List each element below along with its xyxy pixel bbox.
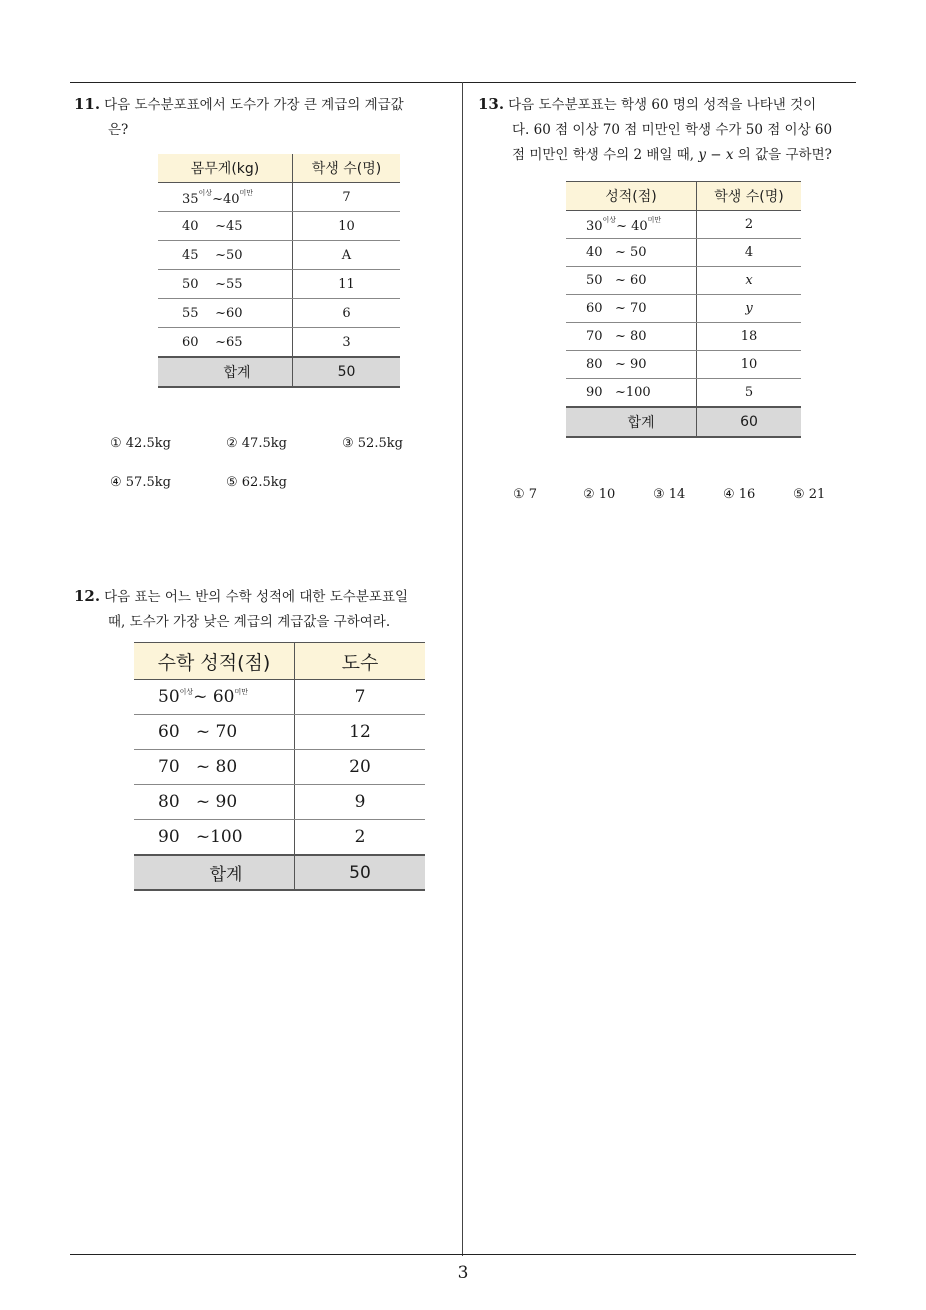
class-interval: 45 ~50 [158, 241, 293, 270]
question-text-line: 다. 60 점 이상 70 점 미만인 학생 수가 50 점 이상 60 [512, 122, 833, 138]
table-row [134, 680, 425, 715]
table-row [158, 212, 400, 241]
total-value: 60 [697, 407, 802, 437]
table-row [134, 715, 425, 750]
choice-5[interactable]: ⑤ 62.5kg [226, 475, 287, 490]
column-divider [462, 82, 463, 1256]
class-interval: 55 ~60 [158, 299, 293, 328]
frequency-cell: 7 [295, 680, 426, 715]
table-row [566, 351, 801, 379]
question-number: 11. [74, 95, 101, 113]
class-interval: 40 ~45 [158, 212, 293, 241]
table-header: 학생 수(명) [293, 154, 401, 183]
question-text-line: 다음 표는 어느 반의 수학 성적에 대한 도수분포표일 [104, 589, 409, 605]
question-13 [478, 92, 863, 168]
class-interval: $30^{이상}\sim$ $40^{미만}$ [566, 211, 697, 239]
total-value: 50 [293, 357, 401, 387]
frequency-cell: 10 [293, 212, 401, 241]
frequency-cell: 5 [744, 385, 754, 400]
frequency-cell: 9 [295, 785, 426, 820]
question-text-line: 은? [108, 122, 129, 138]
frequency-cell: 11 [293, 270, 401, 299]
table-row [134, 820, 425, 856]
table-row [566, 267, 801, 295]
total-label: 합계 [566, 407, 697, 437]
choice-3[interactable]: ③ 14 [653, 487, 686, 502]
class-interval: 70 ~ 80 [566, 323, 697, 351]
class-interval: 80 ~ 90 [134, 785, 295, 820]
table-total-row [566, 407, 801, 437]
question-text-line: 점 미만인 학생 수의 2 배일 때, y − x 의 값을 구하면? [512, 147, 832, 163]
frequency-cell: A [293, 241, 401, 270]
table-row [158, 183, 400, 212]
frequency-cell: 4 [697, 239, 802, 267]
class-interval: 50 ~ 60 [566, 267, 697, 295]
table-header: 성적(점) [566, 182, 697, 211]
question-text-line: 때, 도수가 가장 낮은 계급의 계급값을 구하여라. [108, 614, 391, 630]
class-interval: 80 ~ 90 [566, 351, 697, 379]
question-text-line: 다음 도수분포표는 학생 60 명의 성적을 나타낸 것이 [508, 97, 817, 113]
choice-5[interactable]: ⑤ 21 [793, 487, 826, 502]
table-header: 수학 성적(점) [134, 643, 295, 680]
frequency-cell: 2 [354, 827, 366, 847]
table-row [158, 241, 400, 270]
table-header: 학생 수(명) [697, 182, 802, 211]
choice-4[interactable]: ④ 57.5kg [110, 475, 171, 490]
table-row [566, 211, 801, 239]
class-interval: 60 ~65 [158, 328, 293, 358]
class-interval: $50^{이상}\sim$ $60^{미만}$ [134, 680, 295, 715]
top-rule [70, 82, 856, 83]
table-header: 몸무게(kg) [158, 154, 293, 183]
question-11 [74, 92, 459, 143]
table-row [566, 239, 801, 267]
frequency-table-12 [134, 642, 425, 891]
table-row [566, 379, 801, 408]
class-interval: 40 ~ 50 [566, 239, 697, 267]
math-expression: y − x [698, 147, 734, 163]
choice-4[interactable]: ④ 16 [723, 487, 756, 502]
table-total-row [158, 357, 400, 387]
frequency-table-11 [158, 154, 400, 388]
frequency-cell: 3 [342, 334, 351, 350]
question-text-line: 다음 도수분포표에서 도수가 가장 큰 계급의 계급값 [104, 97, 404, 113]
table-row [158, 270, 400, 299]
table-row [158, 299, 400, 328]
frequency-cell: x [697, 267, 802, 295]
class-interval: 90 ~100 [134, 820, 295, 856]
table-header: 도수 [295, 643, 426, 680]
choice-3[interactable]: ③ 52.5kg [342, 436, 403, 451]
bottom-rule [70, 1254, 856, 1255]
frequency-cell: 20 [295, 750, 426, 785]
choice-1[interactable]: ① 7 [513, 487, 538, 502]
class-interval: 50 ~55 [158, 270, 293, 299]
frequency-cell: 12 [295, 715, 426, 750]
table-total-row [134, 855, 425, 890]
page-number: 3 [457, 1263, 469, 1283]
table-row [566, 295, 801, 323]
class-interval: 90 ~100 [566, 379, 697, 408]
frequency-cell: y [697, 295, 802, 323]
class-interval: 60 ~ 70 [566, 295, 697, 323]
question-12 [74, 584, 459, 635]
frequency-cell: 18 [697, 323, 802, 351]
total-label: 합계 [134, 855, 295, 890]
class-interval: $35^{이상}\sim 40^{미만}$ [158, 183, 293, 212]
table-row [134, 785, 425, 820]
frequency-table-13 [566, 181, 801, 438]
choice-2[interactable]: ② 10 [583, 487, 616, 502]
frequency-cell: 7 [293, 183, 401, 212]
total-value: 50 [295, 855, 426, 890]
frequency-cell: 6 [293, 299, 401, 328]
class-interval: 60 ~ 70 [134, 715, 295, 750]
class-interval: 70 ~ 80 [134, 750, 295, 785]
frequency-cell: 10 [697, 351, 802, 379]
table-row [566, 323, 801, 351]
question-number: 13. [478, 95, 505, 113]
table-row [158, 328, 400, 358]
choice-2[interactable]: ② 47.5kg [226, 436, 287, 451]
total-label: 합계 [158, 357, 293, 387]
question-number: 12. [74, 587, 101, 605]
frequency-cell: 2 [697, 211, 802, 239]
table-row [134, 750, 425, 785]
choice-1[interactable]: ① 42.5kg [110, 436, 171, 451]
